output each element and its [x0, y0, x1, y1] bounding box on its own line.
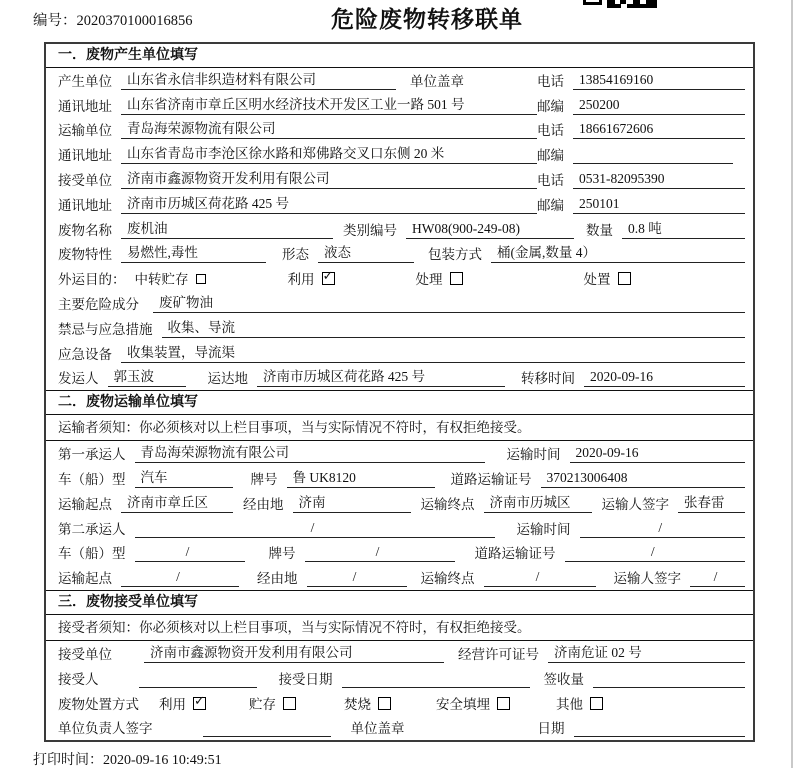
consignor-value: 郭玉波 — [108, 365, 186, 387]
emergency-measures-value: 收集、导流 — [162, 316, 746, 338]
form-row-waste-property — [46, 242, 753, 267]
receiver-seal-label: 单位盖章 — [350, 721, 405, 737]
form-row-emergency-equipment — [46, 341, 753, 366]
section-producer-title: 一．废物产生单位填写 — [46, 44, 753, 68]
disposal-landfill-checkbox — [497, 697, 510, 710]
route-via-2-value: / — [307, 569, 407, 587]
plate-number-value: 鲁 UK8120 — [287, 466, 435, 488]
transporter-unit-label: 运输单位 — [58, 123, 112, 139]
packing-value: 桶(金属,数量 4） — [491, 241, 745, 263]
form-row-responsible-signature — [46, 716, 753, 741]
section-receiver-title: 三．废物接受单位填写 — [46, 591, 753, 615]
form-row-first-carrier — [46, 441, 753, 466]
purpose-option-treat — [416, 268, 584, 288]
form-row-consignor — [46, 366, 753, 391]
receiver-phone-value: 0531-82095390 — [573, 171, 745, 189]
storage-checkbox — [196, 274, 206, 284]
producer-zip-label: 邮编 — [537, 98, 564, 114]
waste-form-label: 形态 — [282, 247, 309, 263]
vehicle-type-2-label: 车（船）型 — [58, 546, 126, 562]
emergency-equipment-value: 收集装置，导流渠 — [121, 341, 745, 363]
disposal-use-checkbox — [193, 697, 206, 710]
disposal-option-use — [159, 693, 249, 713]
form-row-producer-unit — [46, 68, 753, 93]
receiver-unit-value: 济南市鑫源物资开发利用有限公司 — [121, 167, 537, 189]
carrier-signature-2-label: 运输人签字 — [613, 571, 681, 587]
treat-checkbox — [450, 272, 463, 285]
waste-property-label: 废物特性 — [58, 247, 112, 263]
waste-name-label: 废物名称 — [58, 222, 112, 238]
scan-edge-line — [791, 0, 793, 768]
print-time-value: 2020-09-16 10:49:51 — [103, 753, 222, 768]
accept-person-label: 接受人 — [58, 671, 99, 687]
disposal-option-use-label: 利用 — [159, 696, 186, 712]
section-receiver — [46, 590, 753, 740]
plate-number-2-value: / — [305, 544, 455, 562]
first-carrier-value: 青岛海荣源物流有限公司 — [135, 441, 485, 463]
receiver-notice: 接受者须知：你必须核对以上栏目事项，当与实际情况不符时，有权拒绝接受。 — [46, 615, 753, 641]
carrier-signature-2-value: / — [690, 569, 745, 587]
accept-date-value — [342, 671, 530, 688]
form-row-transporter-address — [46, 142, 753, 167]
section-transporter-title: 二．废物运输单位填写 — [46, 391, 753, 415]
route-start-label: 运输起点 — [58, 496, 112, 512]
form-row-vehicle-type-2 — [46, 541, 753, 566]
transporter-address-label: 通讯地址 — [58, 148, 112, 164]
producer-zip-value: 250200 — [573, 97, 745, 115]
waste-code-label: 类别编号 — [343, 222, 397, 238]
use-checkbox — [322, 272, 335, 285]
form-row-hazard-component — [46, 291, 753, 316]
transport-time-2-label: 运输时间 — [516, 521, 571, 537]
transporter-phone-label: 电话 — [537, 123, 564, 139]
hazard-component-label: 主要危险成分 — [58, 296, 139, 312]
dispose-checkbox — [618, 272, 631, 285]
document-number-label: 编号： — [33, 13, 77, 29]
accept-unit-value: 济南市鑫源物资开发利用有限公司 — [144, 641, 444, 663]
disposal-option-store — [249, 693, 344, 713]
producer-unit-value: 山东省永信非织造材料有限公司 — [121, 68, 396, 90]
form-row-disposal-method — [46, 691, 753, 716]
transfer-date-label: 转移时间 — [521, 371, 575, 387]
receiver-address-label: 通讯地址 — [58, 197, 112, 213]
waste-code-value: HW08(900-249-08) — [406, 221, 574, 239]
second-carrier-value: / — [135, 520, 495, 538]
received-amount-label: 签收量 — [543, 671, 584, 687]
purpose-option-use — [288, 268, 416, 288]
form-row-receiver-address — [46, 192, 753, 217]
disposal-method-label: 废物处置方式 — [58, 696, 139, 712]
form-row-vehicle-type-1 — [46, 466, 753, 491]
road-permit-value: 370213006408 — [541, 470, 746, 488]
transporter-zip-value — [573, 147, 733, 164]
transfer-form — [44, 42, 755, 742]
first-carrier-label: 第一承运人 — [58, 447, 126, 463]
hazard-component-value: 废矿物油 — [153, 291, 745, 313]
route-end-2-value: / — [484, 569, 596, 587]
receiver-zip-label: 邮编 — [537, 197, 564, 213]
section-transporter — [46, 390, 753, 590]
form-row-transfer-purpose — [46, 266, 753, 291]
purpose-option-storage — [135, 268, 288, 288]
waste-form-value: 液态 — [318, 241, 414, 263]
emergency-equipment-label: 应急设备 — [58, 346, 112, 362]
route-start-value: 济南市章丘区 — [121, 491, 233, 513]
producer-address-value: 山东省济南市章丘区明水经济技术开发区工业一路 501 号 — [121, 93, 537, 115]
transport-time-label: 运输时间 — [506, 447, 561, 463]
producer-phone-value: 13854169160 — [573, 72, 745, 90]
waste-property-value: 易燃性,毒性 — [121, 241, 266, 263]
route-via-label: 经由地 — [243, 496, 284, 512]
responsible-signature-label: 单位负责人签字 — [58, 721, 153, 737]
plate-number-2-label: 牌号 — [268, 546, 296, 562]
document-number-value: 2020370100016856 — [76, 13, 193, 29]
waste-name-value: 废机油 — [121, 217, 333, 239]
receiver-unit-label: 接受单位 — [58, 172, 112, 188]
receiver-address-value: 济南市历城区荷花路 425 号 — [121, 192, 537, 214]
waste-quantity-label: 数量 — [586, 222, 613, 238]
purpose-option-storage-label: 中转贮存 — [134, 272, 189, 288]
license-number-label: 经营许可证号 — [458, 646, 539, 662]
accept-date-label: 接受日期 — [278, 671, 333, 687]
disposal-incinerate-checkbox — [378, 697, 391, 710]
route-via-value: 济南 — [293, 491, 411, 513]
purpose-option-dispose — [584, 268, 631, 288]
disposal-option-incinerate-label: 焚烧 — [344, 696, 371, 712]
route-end-label: 运输终点 — [420, 496, 475, 512]
road-permit-2-label: 道路运输证号 — [474, 546, 556, 562]
form-row-receiver-unit — [46, 167, 753, 192]
form-row-emergency-measures — [46, 316, 753, 341]
plate-number-label: 牌号 — [250, 471, 278, 487]
carrier-signature-value: 张春雷 — [678, 491, 745, 513]
transport-time-2-value: / — [580, 520, 746, 538]
vehicle-type-2-value: / — [135, 544, 245, 562]
disposal-option-store-label: 贮存 — [249, 696, 276, 712]
form-row-waste-name — [46, 217, 753, 242]
form-row-second-carrier — [46, 516, 753, 541]
document-number — [33, 9, 193, 30]
received-amount-value — [593, 671, 745, 688]
qr-code-fragment-icon — [583, 0, 657, 8]
vehicle-type-value: 汽车 — [135, 466, 233, 488]
transporter-unit-value: 青岛海荣源物流有限公司 — [121, 117, 537, 139]
license-number-value: 济南危证 02 号 — [548, 641, 745, 663]
producer-unit-label: 产生单位 — [58, 73, 112, 89]
print-time — [33, 749, 222, 769]
second-carrier-label: 第二承运人 — [58, 521, 126, 537]
seal-date-label: 日期 — [537, 721, 565, 737]
disposal-option-other-label: 其他 — [556, 696, 583, 712]
packing-label: 包装方式 — [428, 247, 482, 263]
road-permit-2-value: / — [565, 544, 746, 562]
form-row-accept-person — [46, 666, 753, 691]
page-title: 危险废物转移联单 — [331, 7, 523, 32]
road-permit-label: 道路运输证号 — [450, 471, 532, 487]
emergency-measures-label: 禁忌与应急措施 — [58, 321, 153, 337]
purpose-option-treat-label: 处理 — [415, 272, 443, 288]
transfer-purpose-label: 外运目的： — [58, 272, 126, 288]
responsible-signature-value — [203, 720, 331, 737]
transporter-zip-label: 邮编 — [537, 148, 564, 164]
transporter-address-value: 山东省青岛市李沧区徐水路和郑佛路交叉口东侧 20 米 — [121, 142, 537, 164]
vehicle-type-label: 车（船）型 — [58, 471, 126, 487]
seal-date-value — [574, 720, 746, 737]
disposal-option-landfill — [436, 693, 556, 713]
receiver-phone-label: 电话 — [537, 172, 564, 188]
waste-quantity-value: 0.8 吨 — [622, 217, 745, 239]
purpose-option-use-label: 利用 — [287, 272, 315, 288]
disposal-store-checkbox — [283, 697, 296, 710]
transporter-notice: 运输者须知：你必须核对以上栏目事项，当与实际情况不符时，有权拒绝接受。 — [46, 415, 753, 441]
receiver-zip-value: 250101 — [573, 196, 745, 214]
transporter-phone-value: 18661672606 — [573, 121, 745, 139]
purpose-option-dispose-label: 处置 — [583, 272, 611, 288]
route-end-value: 济南市历城区 — [484, 491, 592, 513]
form-row-accept-unit — [46, 641, 753, 666]
section-producer — [46, 44, 753, 390]
form-row-route-2 — [46, 565, 753, 590]
carrier-signature-label: 运输人签字 — [601, 496, 669, 512]
route-end-2-label: 运输终点 — [420, 571, 475, 587]
form-row-transporter-unit — [46, 118, 753, 143]
transfer-date-value: 2020-09-16 — [584, 369, 745, 387]
destination-label: 运达地 — [207, 371, 248, 387]
disposal-other-checkbox — [590, 697, 603, 710]
unit-seal-label: 单位盖章 — [410, 73, 464, 89]
print-time-label: 打印时间： — [33, 753, 103, 768]
accept-person-value — [139, 671, 257, 688]
producer-phone-label: 电话 — [537, 73, 564, 89]
disposal-option-incinerate — [344, 693, 436, 713]
disposal-option-landfill-label: 安全填埋 — [436, 696, 490, 712]
destination-value: 济南市历城区荷花路 425 号 — [257, 365, 505, 387]
producer-address-label: 通讯地址 — [58, 98, 112, 114]
disposal-option-other — [556, 693, 603, 713]
route-via-2-label: 经由地 — [257, 571, 298, 587]
consignor-label: 发运人 — [58, 371, 99, 387]
form-row-producer-address — [46, 93, 753, 118]
transport-time-value: 2020-09-16 — [570, 445, 746, 463]
route-start-2-value: / — [121, 569, 239, 587]
accept-unit-label: 接受单位 — [58, 646, 112, 662]
route-start-2-label: 运输起点 — [58, 571, 112, 587]
form-row-route-1 — [46, 491, 753, 516]
